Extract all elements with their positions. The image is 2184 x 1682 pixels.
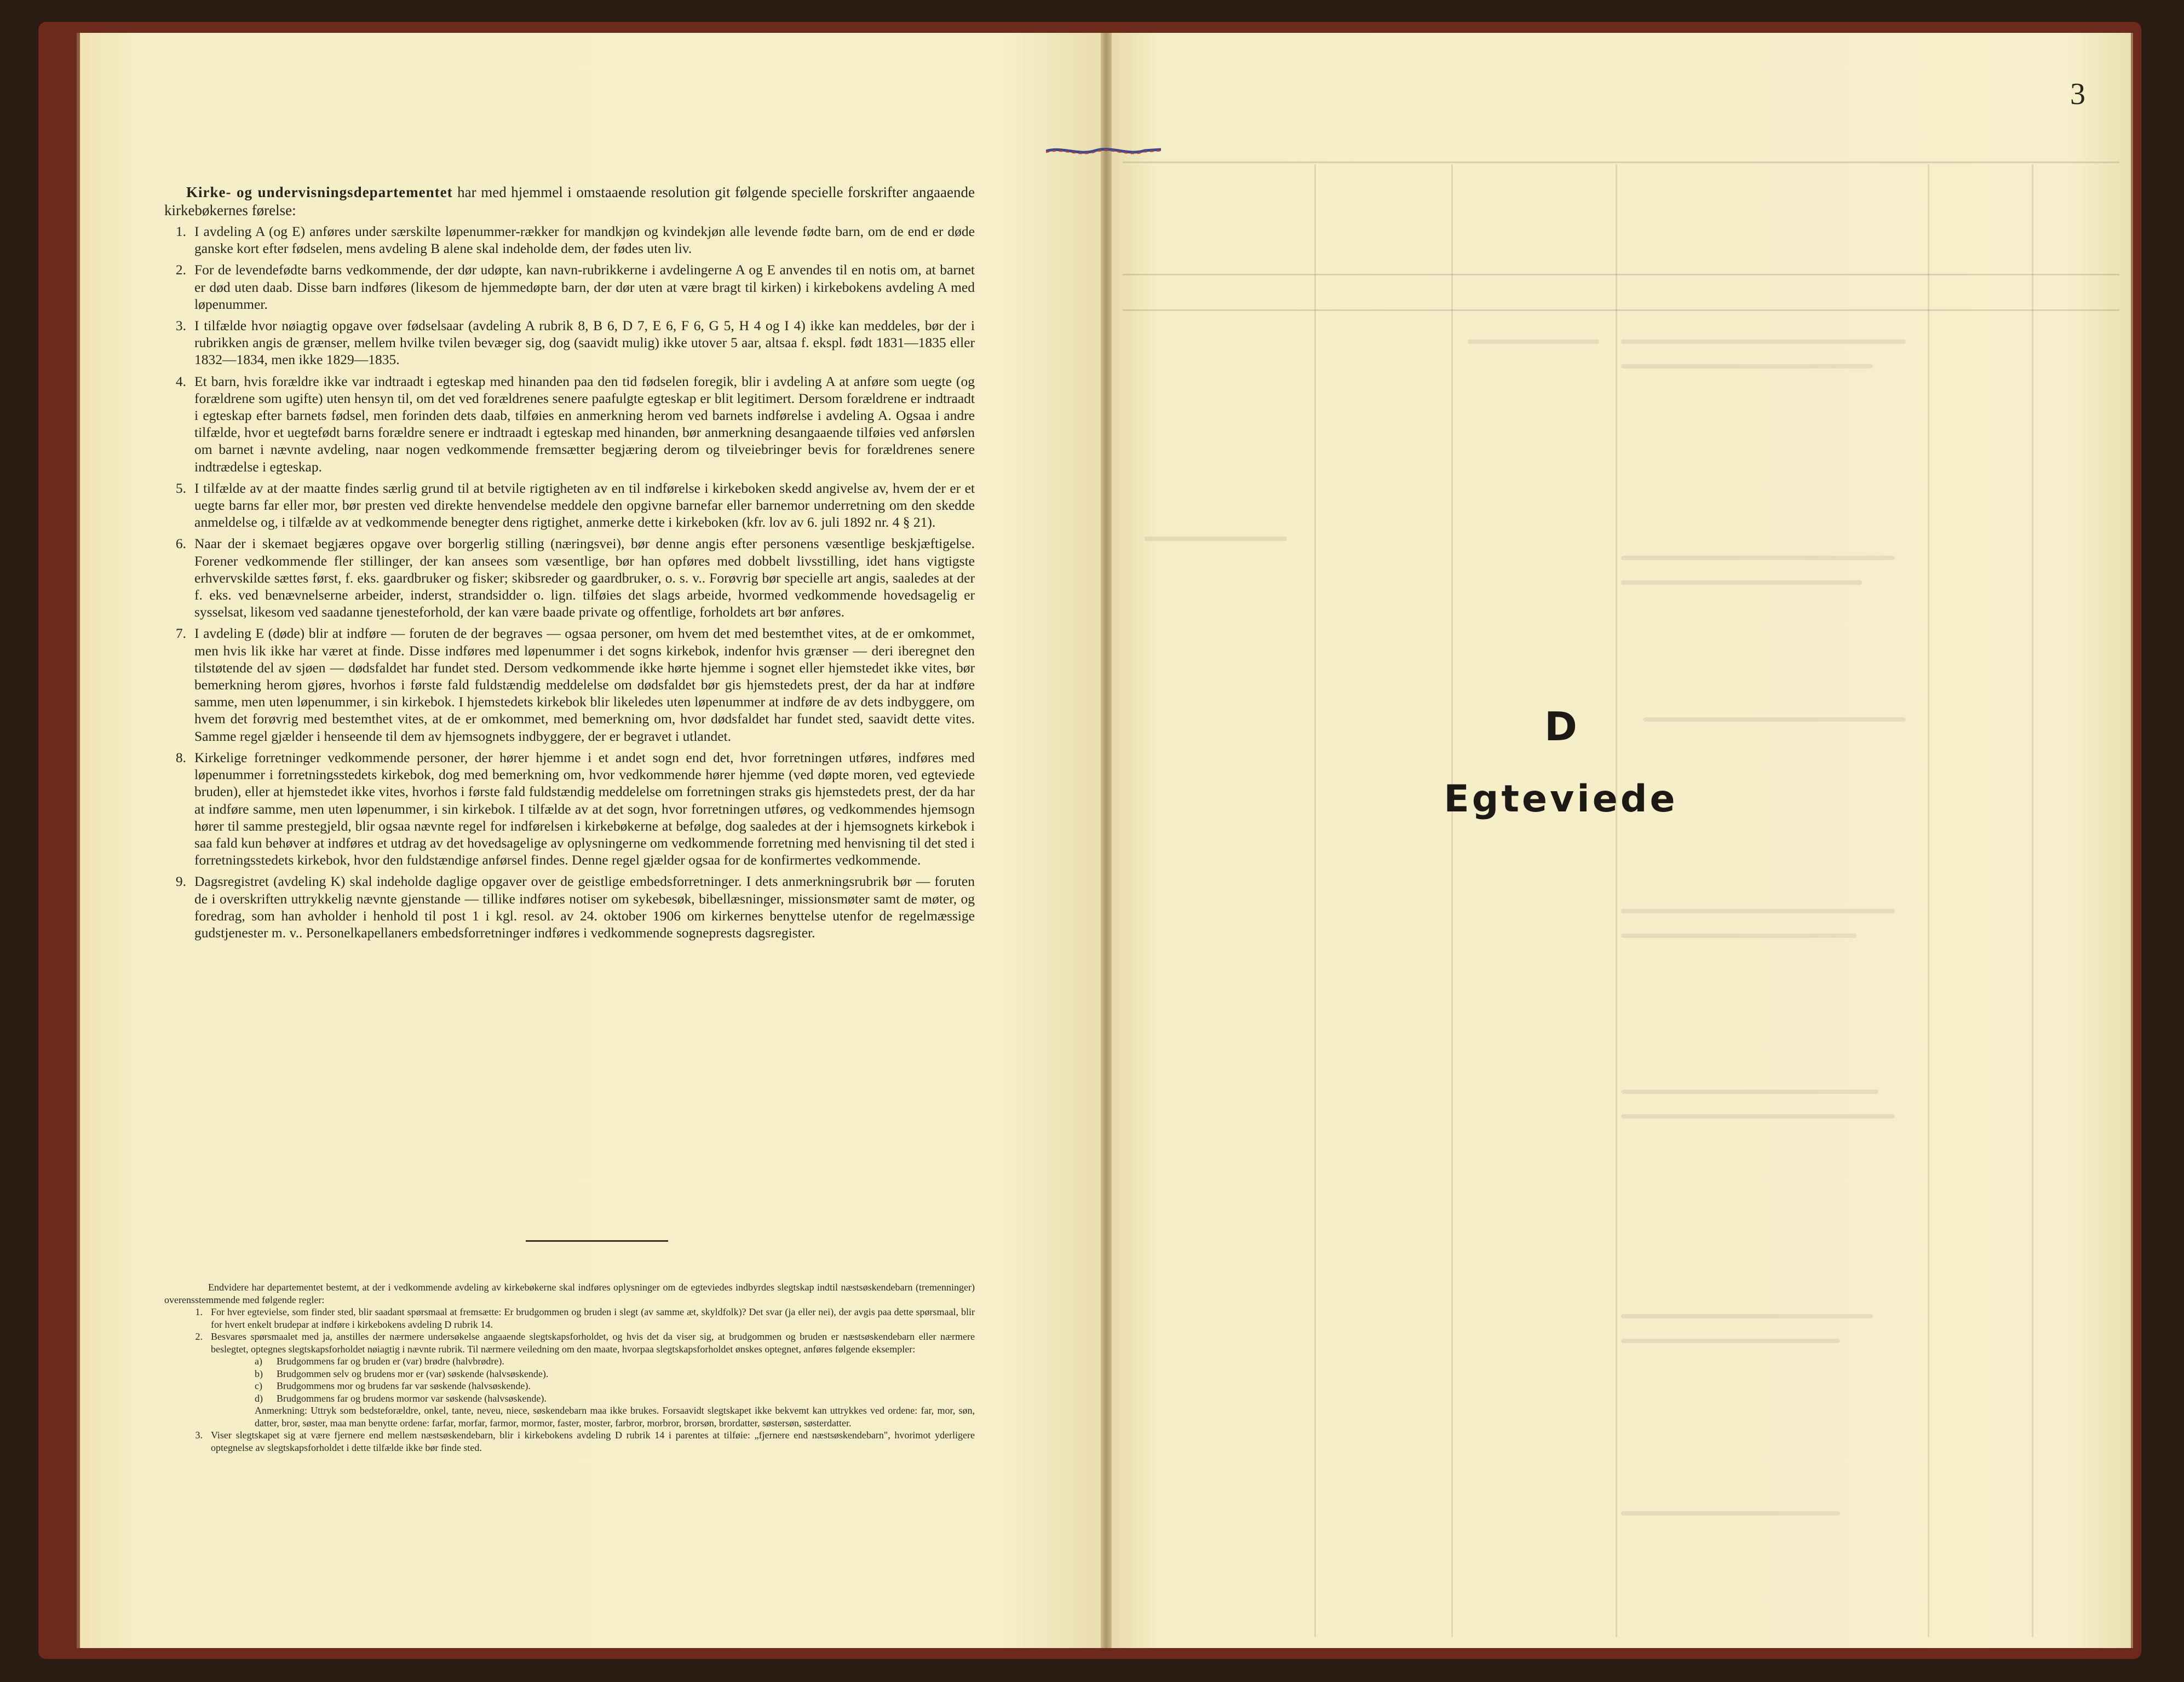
ghost-column	[2032, 164, 2033, 1637]
rule-text: I avdeling A (og E) anføres under særskilte løpenummer-rækker for mandkjøn og kvindekjøn alle levende fødte barn, om de end er døde ganske kort efter fødselen, mens avdeling B alene skal indeholde dem, der fødes uten liv.	[194, 223, 975, 257]
rule-item	[164, 535, 975, 620]
example-item	[255, 1392, 975, 1405]
rule-number: 8.	[175, 749, 186, 765]
addendum-rule-number: 1.	[195, 1306, 203, 1317]
ghost-writing	[1621, 580, 1862, 585]
rule-item	[164, 373, 975, 475]
ghost-writing	[1621, 1339, 1840, 1343]
ghost-writing	[1621, 934, 1857, 938]
section-divider	[526, 1240, 668, 1242]
example-label: d)	[255, 1392, 263, 1404]
example-label: c)	[255, 1380, 262, 1391]
rule-text: For de levendefødte barns vedkommende, der dør udøpte, kan navn-rubrikkerne i avdelingerne A og E anvendes til en notis om, at barnet er død uten daab. Disse barn indføres (likesom de hjemmedøpte barn, der dør uten at være bragt til kirken) i kirkebokens avdeling A med løpenummer.	[194, 262, 975, 312]
example-text: Brudgommen selv og brudens mor er (var) søskende (halvsøskende).	[277, 1368, 549, 1379]
addendum-examples	[211, 1355, 975, 1429]
example-text: Brudgommens far og bruden er (var) brødre (halvbrødre).	[277, 1356, 504, 1367]
example-label: a)	[255, 1356, 262, 1367]
section-letter: D	[1544, 704, 1577, 750]
rules-list	[164, 223, 975, 941]
ghost-writing	[1621, 339, 1906, 344]
ghost-writing	[1621, 364, 1873, 368]
example-item	[255, 1355, 975, 1368]
rule-item	[164, 261, 975, 313]
rule-item	[164, 625, 975, 744]
page-gutter	[1101, 33, 1112, 1648]
ghost-writing	[1468, 339, 1599, 344]
ghost-column	[1616, 164, 1617, 1637]
rule-item	[164, 873, 975, 941]
ghost-writing	[1145, 537, 1287, 541]
addendum-note: Anmerkning: Uttryk som bedsteforældre, onkel, tante, neveu, niece, søskendebarn maa ikke brukes. Forsaavidt slegtskapet ikke bekvemt kan uttrykkes ved ordene: far, mor, søn, datter, bror, søster, maa man benytte ordene: farfar, morfar, farmor, mormor, faster, moster, farbror, morbror, brorsøn, brordatter, søstersøn, søsterdatter.	[255, 1405, 975, 1428]
rule-text: I tilfælde hvor nøiagtig opgave over fødselsaar (avdeling A rubrik 8, B 6, D 7, E 6, F 6, G 5, H 4 og I 4) ikke kan meddeles, bør der i rubrikken angis de grænser, mellem hvilke tvilen bevæger sig, dog (saavidt mulig) ikke utover 5 aar, altsaa f. ekspl. født 1831—1835 eller 1832—1834, men ikke 1829—1835.	[194, 318, 975, 368]
ghost-rule	[1123, 274, 2119, 275]
addendum-intro: Endvidere har departementet bestemt, at der i vedkommende avdeling av kirkebøkerne skal indføres oplysninger om de egteviedes indbyrdes slegtskap indtil næstsøskendebarn (tremenninger) overensstemmende med følgende regler:	[164, 1282, 975, 1305]
section-title: Egteviede	[1444, 777, 1678, 821]
ghost-writing	[1621, 1090, 1878, 1094]
regulations-text	[164, 183, 975, 946]
rule-number: 6.	[175, 535, 186, 552]
ghost-column	[1451, 164, 1453, 1637]
bookmark-ribbon	[1046, 145, 1161, 157]
ghost-writing	[1621, 1314, 1873, 1318]
kinship-addendum	[164, 1281, 975, 1454]
decree-intro-rest: har med hjemmel i omstaaende resolution git følgende specielle forskrifter angaaende kirkebøkernes førelse:	[164, 184, 975, 218]
addendum-rule-text: Viser slegtskapet sig at være fjernere end mellem næstsøskendebarn, blir i kirkebokens avdeling D rubrik 14 i parentes at tilføie: „fjernere end næstsøskendebarn", hvorimot yderligere optegnelse av slegtskapsforholdet i dette tilfælde ikke bør finde sted.	[211, 1430, 975, 1453]
addendum-rule-item	[164, 1429, 975, 1454]
addendum-rule-number: 2.	[195, 1331, 203, 1342]
ghost-rule	[1123, 309, 2119, 311]
rule-item	[164, 749, 975, 868]
rule-number: 5.	[175, 480, 186, 496]
rule-number: 4.	[175, 373, 186, 389]
rule-number: 9.	[175, 873, 186, 890]
rule-item	[164, 317, 975, 368]
ghost-rule	[1123, 162, 2119, 163]
decree-intro	[164, 183, 975, 220]
addendum-rules-list	[164, 1306, 975, 1454]
rule-number: 7.	[175, 625, 186, 642]
rule-number: 3.	[175, 318, 186, 334]
rule-item	[164, 223, 975, 257]
addendum-rule-number: 3.	[195, 1430, 203, 1441]
rule-text: Kirkelige forretninger vedkommende personer, der hører hjemme i et andet sogn end det, hvor forretningen utføres, indføres med løpenummer i forretningsstedets kirkebok, dog med bemerkning om, hvor vedkommende hører hjemme (ved døpte moren, ved egteviede bruden), eller at hjemstedet ikke vites, hvorhos i første fald fuldstændig meddelelse om forretningen straks gis hjemstedets prest, der da har at indføre samme, men uten løpenummer, i sin kirkebok. I tilfælde av at det sogn, hvor forretningen utføres, og vedkommendes hjemsogn hører til samme prestegjeld, blir ogsaa nævnte regel for indførelsen i kirkebøkerne at befølge, dog saaledes at der i hjemsognets kirkebok i saa fald kun behøver at indføres et utdrag av det hovedsagelige av oplysningerne om vedkommende forretning med henvisning til det sted i forretningsstedets kirkebok, hvor den fuldstændige anførsel findes. Denne regel gjælder ogsaa for de konfirmertes vedkommende.	[194, 749, 975, 868]
ghost-column	[1928, 164, 1929, 1637]
rule-number: 2.	[175, 262, 186, 278]
example-text: Brudgommens mor og brudens far var søskende (halvsøskende).	[277, 1380, 531, 1391]
example-text: Brudgommens far og brudens mormor var søskende (halvsøskende).	[277, 1392, 547, 1404]
example-item	[255, 1368, 975, 1380]
example-label: b)	[255, 1368, 263, 1379]
addendum-rule-text: Besvares spørsmaalet med ja, anstilles der nærmere undersøkelse angaaende slegtskapsforholdet, og hvis det da viser sig, at brudgommen og bruden er næstsøskendebarn eller nærmere beslegtet, optegnes slegtskapsforholdet nøiagtig i nævnte rubrik. Til nærmere veiledning om den maate, hvorpaa slegtskapsforholdet ønskes optegnet, anføres følgende eksempler:	[211, 1331, 975, 1355]
rule-text: I avdeling E (døde) blir at indføre — foruten de der begraves — ogsaa personer, om hvem det med bestemthet vites, at de er omkommet, men hvis lik ikke har været at finde. Disse indføres med løpenummer i det sogns kirkebok, indenfor hvis grænser — deri iberegnet den tilstøtende del av sjøen — dødsfaldet har fundet sted. Dersom vedkommende ikke hørte hjemme i sognet eller hjemstedet ikke vites, bør bemerkning herom gjøres, hvorhos i første fald fuldstændig meddelelse om dødsfaldet bør gis hjemstedets prest, der da har at indføre samme, men uten løpenummer, i sin kirkebok. I hjemstedets kirkebok blir likeledes uten løpenummer at indføre de av dets indbyggere, om hvem det forøvrig med bestemthet vites, at de er omkommet, med bemerkning om, hvor dødsfaldet har fundet sted, saavidt dette vites. Samme regel gjælder i henseende til dem av hjemsognets indbyggere, der er begravet i utlandet.	[194, 625, 975, 744]
ghost-writing	[1621, 1511, 1840, 1516]
addendum-rule-item	[164, 1306, 975, 1330]
rule-text: Et barn, hvis forældre ikke var indtraadt i egteskap med hinanden paa den tid fødselen foregik, blir i avdeling A at anføre som uegte (og forældrene som ugifte) uten hensyn til, om det ved forældrenes senere paafulgte egteskap er blit legitimert. Dersom forældrene er indtraadt i egteskap efter barnets fødsel, men forinden dets daab, tilføies en anmerkning herom ved barnets indførelse i avdeling A. Ogsaa i andre tilfælde, hvor et uegtefødt barns forældre senere er indtraadt i egteskap med hinanden, bør anmerkning desangaaende tilføies ved anførslen om barnet i nævnte avdeling, naar nogen vedkommende fremsætter begjæring derom og tilveiebringer bevis for forældrenes senere indtrædelse i egteskap.	[194, 373, 975, 475]
ghost-column	[1314, 164, 1316, 1637]
rule-text: I tilfælde av at der maatte findes særlig grund til at betvile rigtigheten av en til indførelse i kirkeboken skedd angivelse av, hvem der er et uegte barns far eller mor, bør presten ved direkte henvendelse meddele den opgivne barnefar eller barnemor underretning om den skedde anmeldelse og, i tilfælde av at vedkommende benegter dens rigtighet, anmerke dette i kirkeboken (kfr. lov av 6. juli 1892 nr. 4 § 21).	[194, 480, 975, 531]
addendum-rule-text: For hver egtevielse, som finder sted, blir saadant spørsmaal at fremsætte: Er brudgommen og bruden i slegt (av samme æt, skyldfolk)? Det svar (ja eller nei), der avgis paa dette spørsmaal, blir for hvert enkelt brudepar at indføre i kirkebokens avdeling D rubrik 14.	[211, 1306, 975, 1330]
decree-intro-lead: Kirke- og undervisningsdepartementet	[186, 184, 453, 200]
ghost-writing	[1621, 1114, 1895, 1119]
ghost-writing	[1621, 909, 1895, 913]
rule-text: Naar der i skemaet begjæres opgave over borgerlig stilling (næringsvei), bør denne angis efter personens væsentlige beskjæftigelse. Forener vedkommende fler stillinger, der kan ansees som væsentlige, bør han opføres med dobbelt livsstilling, idet hans vigtigste erhvervskilde sættes først, f. eks. gaardbruker og fisker; skibsreder og gaardbruker, o. s. v.. Forøvrig bør specielle art angis, saaledes at der f. eks. ved benævnelserne arbeider, inderst, strandsidder o. lign. tilføies det slags arbeide, hvormed vedkommende hovedsagelig er sysselsat, likesom ved saadanne tjenesteforhold, der kan være baade private og offentlige, forholdets art bør anføres.	[194, 535, 975, 620]
addendum-rule-item	[164, 1330, 975, 1429]
example-item	[255, 1380, 975, 1392]
page-number: 3	[2070, 77, 2085, 111]
ghost-writing	[1621, 556, 1895, 560]
rule-item	[164, 480, 975, 531]
rule-number: 1.	[175, 223, 186, 239]
rule-text: Dagsregistret (avdeling K) skal indeholde daglige opgaver over de geistlige embedsforretninger. I dets anmerkningsrubrik bør — foruten de i overskriften uttrykkelig nævnte gjenstande — tillike indføres notiser om sykebesøk, bibellæsninger, missionsmøter samt de møter, og foredrag, som han avholder i henhold til post 1 i kgl. resol. av 24. oktober 1906 om kirkernes benyttelse utenfor de regelmæssige gudstjenester m. v.. Personelkapellaners embedsforretninger indføres i vedkommende sogneprests dagsregister.	[194, 873, 975, 941]
ghost-writing	[1643, 717, 1906, 722]
